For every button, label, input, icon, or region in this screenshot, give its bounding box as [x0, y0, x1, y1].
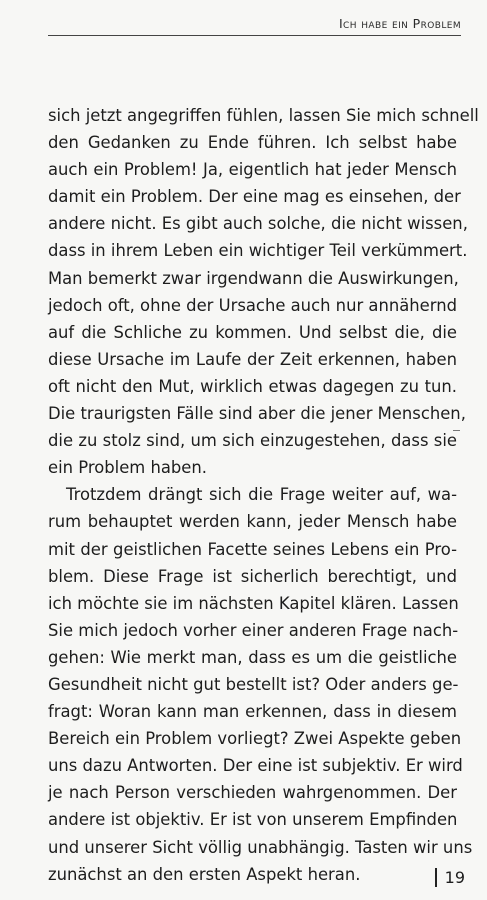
text-line: den Gedanken zu Ende führen. Ich selbst habe [48, 133, 457, 153]
text-line: Die traurigsten Fälle sind aber die jener Menschen, [48, 404, 466, 424]
running-header-title: Ich habe ein Problem [338, 16, 461, 31]
text-line: und unserer Sicht völlig unabhängig. Tasten wir uns [48, 837, 473, 857]
text-line: Sie mich jedoch vorher einer anderen Frage nach- [48, 620, 459, 640]
text-line: gehen: Wie merkt man, dass es um die geistliche [48, 647, 457, 667]
text-line: die zu stolz sind, um sich einzugestehen, dass sie [48, 431, 457, 451]
text-line: zunächst an den ersten Aspekt heran. [48, 864, 361, 884]
paragraph-1 [48, 102, 479, 481]
text-line: oft nicht den Mut, wirklich etwas dagegen zu tun. [48, 376, 457, 396]
header-rule [48, 35, 461, 36]
paragraph-2 [48, 481, 473, 887]
text-line: Man bemerkt zwar irgendwann die Auswirkungen, [48, 268, 459, 288]
page-number: 19 [444, 867, 465, 887]
text-line: dass in ihrem Leben ein wichtiger Teil verkümmert. [48, 241, 468, 261]
text-line: mit der geistlichen Facette seines Lebens ein Pro- [48, 539, 457, 559]
stray-mark [453, 430, 460, 431]
text-line: andere ist objektiv. Er ist von unserem Empfinden [48, 810, 458, 830]
text-line: andere nicht. Es gibt auch solche, die nicht wissen, [48, 214, 468, 234]
body-text [48, 102, 479, 888]
text-line: diese Ursache im Laufe der Zeit erkennen, haben [48, 349, 457, 369]
text-line: auf die Schliche zu kommen. Und selbst die, die [48, 322, 457, 342]
text-line: je nach Person verschieden wahrgenommen. Der [48, 783, 457, 803]
text-line: auch ein Problem! Ja, eigentlich hat jeder Mensch [48, 160, 457, 180]
text-line: Gesundheit nicht gut bestellt ist? Oder anders ge- [48, 674, 459, 694]
running-header [48, 10, 461, 36]
text-line: sich jetzt angegriffen fühlen, lassen Sie mich schnell [48, 106, 479, 125]
text-line: ein Problem haben. [48, 458, 207, 478]
text-line: blem. Diese Frage ist sicherlich berechtigt, und [48, 566, 457, 586]
folio [435, 866, 465, 888]
text-line: Bereich ein Problem vorliegt? Zwei Aspekte geben [48, 729, 462, 749]
text-line: jedoch oft, ohne der Ursache auch nur annähernd [48, 295, 457, 315]
folio-bar [435, 868, 437, 887]
text-line: uns dazu Antworten. Der eine ist subjektiv. Er wird [48, 756, 463, 776]
text-line: ich möchte sie im nächsten Kapitel klären. Lassen [48, 593, 459, 613]
text-line: rum behauptet werden kann, jeder Mensch habe [48, 512, 457, 532]
text-line: Trotzdem drängt sich die Frage weiter auf, wa- [66, 485, 457, 505]
text-line: damit ein Problem. Der eine mag es einsehen, der [48, 187, 461, 207]
text-line: fragt: Woran kann man erkennen, dass in diesem [48, 702, 457, 722]
